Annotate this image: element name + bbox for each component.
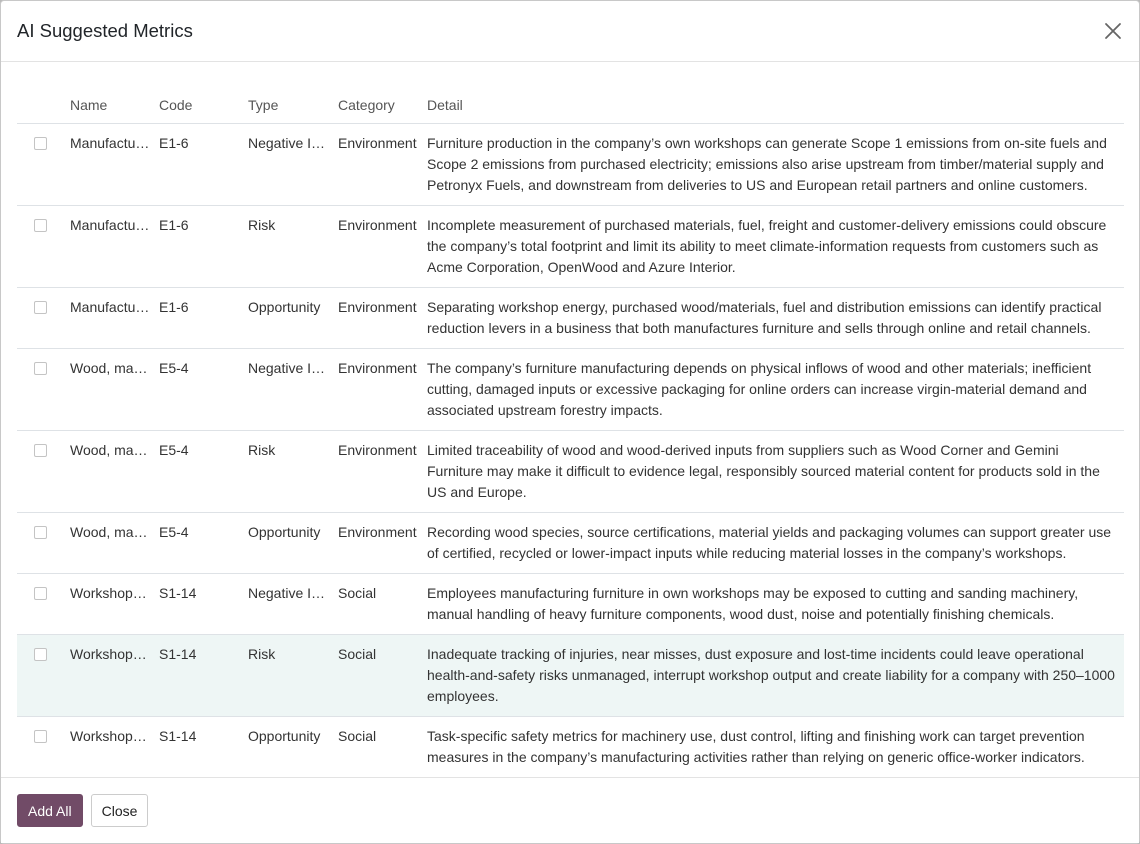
row-checkbox-cell <box>17 287 62 348</box>
cell-category: Environment <box>330 430 419 512</box>
cell-type: Risk <box>240 634 330 716</box>
cell-detail: Inadequate tracking of injuries, near misses, dust exposure and lost-time incidents could leave operational health-and-safety risks unmanaged, interrupt workshop output and create liability for a company with 250–1000 employees. <box>419 634 1124 716</box>
cell-code: E1-6 <box>151 287 240 348</box>
cell-type: Negative I… <box>240 348 330 430</box>
row-checkbox[interactable] <box>34 444 47 457</box>
cell-type: Negative I… <box>240 123 330 205</box>
row-checkbox[interactable] <box>34 137 47 150</box>
cell-code: E5-4 <box>151 512 240 573</box>
cell-type: Negative I… <box>240 573 330 634</box>
table-row[interactable] <box>17 287 1124 348</box>
cell-name: Workshop… <box>62 634 151 716</box>
table-row[interactable] <box>17 430 1124 512</box>
row-checkbox-cell <box>17 205 62 287</box>
table-row[interactable] <box>17 634 1124 716</box>
row-checkbox[interactable] <box>34 526 47 539</box>
close-icon[interactable] <box>1103 21 1125 43</box>
row-checkbox-cell <box>17 430 62 512</box>
cell-name: Manufactu… <box>62 205 151 287</box>
cell-code: S1-14 <box>151 716 240 777</box>
close-button[interactable]: Close <box>91 794 149 827</box>
cell-type: Risk <box>240 430 330 512</box>
dialog-title: AI Suggested Metrics <box>17 20 193 41</box>
row-checkbox-cell <box>17 634 62 716</box>
table-row[interactable] <box>17 348 1124 430</box>
cell-code: E1-6 <box>151 123 240 205</box>
cell-detail: Task-specific safety metrics for machinery use, dust control, lifting and finishing work can target prevention measures in the company’s manufacturing activities rather than relying on generic office-worker indicators. <box>419 716 1124 777</box>
table-header-row <box>17 62 1124 123</box>
cell-detail: Employees manufacturing furniture in own workshops may be exposed to cutting and sanding machinery, manual handling of heavy furniture components, wood dust, noise and potentially finishing chemicals. <box>419 573 1124 634</box>
cell-detail: The company’s furniture manufacturing depends on physical inflows of wood and other materials; inefficient cutting, damaged inputs or excessive packaging for online orders can increase virgin-material demand and associated upstream forestry impacts. <box>419 348 1124 430</box>
cell-name: Wood, ma… <box>62 430 151 512</box>
header-name[interactable]: Name <box>62 62 151 123</box>
row-checkbox[interactable] <box>34 587 47 600</box>
add-all-button[interactable]: Add All <box>17 794 83 827</box>
cell-category: Social <box>330 573 419 634</box>
dialog-body[interactable] <box>1 62 1139 779</box>
row-checkbox-cell <box>17 123 62 205</box>
cell-name: Manufactu… <box>62 287 151 348</box>
table-row[interactable] <box>17 512 1124 573</box>
cell-type: Risk <box>240 205 330 287</box>
cell-category: Social <box>330 716 419 777</box>
header-code[interactable]: Code <box>151 62 240 123</box>
cell-name: Wood, ma… <box>62 512 151 573</box>
row-checkbox[interactable] <box>34 730 47 743</box>
cell-detail: Limited traceability of wood and wood-derived inputs from suppliers such as Wood Corner and Gemini Furniture may make it difficult to evidence legal, responsibly sourced material content for products sold in the US and Europe. <box>419 430 1124 512</box>
cell-type: Opportunity <box>240 716 330 777</box>
cell-name: Workshop… <box>62 716 151 777</box>
cell-detail: Separating workshop energy, purchased wood/materials, fuel and distribution emissions can identify practical reduction levers in a business that both manufactures furniture and sells through online and retail channels. <box>419 287 1124 348</box>
dialog-header <box>1 1 1139 62</box>
cell-category: Environment <box>330 512 419 573</box>
cell-category: Environment <box>330 205 419 287</box>
cell-code: E5-4 <box>151 430 240 512</box>
row-checkbox[interactable] <box>34 648 47 661</box>
row-checkbox-cell <box>17 716 62 777</box>
cell-code: S1-14 <box>151 573 240 634</box>
table-row[interactable] <box>17 205 1124 287</box>
header-select <box>17 62 62 123</box>
header-type[interactable]: Type <box>240 62 330 123</box>
cell-type: Opportunity <box>240 512 330 573</box>
row-checkbox[interactable] <box>34 301 47 314</box>
row-checkbox-cell <box>17 348 62 430</box>
cell-detail: Incomplete measurement of purchased materials, fuel, freight and customer-delivery emissions could obscure the company’s total footprint and limit its ability to meet climate-information requests from customers such as Acme Corporation, OpenWood and Azure Interior. <box>419 205 1124 287</box>
row-checkbox-cell <box>17 512 62 573</box>
row-checkbox[interactable] <box>34 362 47 375</box>
cell-category: Environment <box>330 348 419 430</box>
header-detail[interactable]: Detail <box>419 62 1124 123</box>
metrics-table <box>17 62 1124 839</box>
row-checkbox[interactable] <box>34 219 47 232</box>
cell-type: Opportunity <box>240 287 330 348</box>
cell-name: Workshop… <box>62 573 151 634</box>
cell-detail: Recording wood species, source certifications, material yields and packaging volumes can support greater use of certified, recycled or lower-impact inputs while reducing material losses in the company’s workshops. <box>419 512 1124 573</box>
dialog-footer <box>1 777 1139 843</box>
cell-code: E5-4 <box>151 348 240 430</box>
cell-code: S1-14 <box>151 634 240 716</box>
header-category[interactable]: Category <box>330 62 419 123</box>
cell-name: Wood, ma… <box>62 348 151 430</box>
cell-code: E1-6 <box>151 205 240 287</box>
table-row[interactable] <box>17 123 1124 205</box>
table-row[interactable] <box>17 573 1124 634</box>
cell-detail: Furniture production in the company’s own workshops can generate Scope 1 emissions from on-site fuels and Scope 2 emissions from purchased electricity; emissions also arise upstream from timber/material supply and Petronyx Fuels, and downstream from deliveries to US and European retail partners and online customers. <box>419 123 1124 205</box>
table-row[interactable] <box>17 716 1124 777</box>
cell-name: Manufactu… <box>62 123 151 205</box>
cell-category: Social <box>330 634 419 716</box>
cell-category: Environment <box>330 123 419 205</box>
row-checkbox-cell <box>17 573 62 634</box>
cell-category: Environment <box>330 287 419 348</box>
